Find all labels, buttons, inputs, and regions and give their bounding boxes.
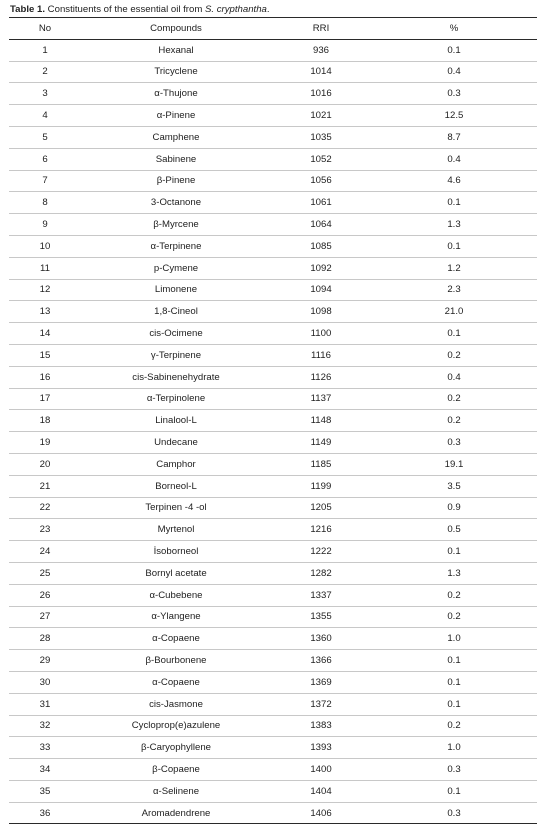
table-row [9,39,537,61]
table-row [9,388,537,410]
cell-rri: 1205 [271,497,371,519]
cell-rri: 1216 [271,519,371,541]
cell-rri: 1094 [271,279,371,301]
cell-percent: 4.6 [371,170,537,192]
cell-no: 2 [9,61,81,83]
table-caption [10,4,270,16]
table-row [9,170,537,192]
cell-no: 18 [9,410,81,432]
cell-rri: 1337 [271,584,371,606]
cell-no: 28 [9,628,81,650]
cell-no: 6 [9,148,81,170]
cell-no: 30 [9,671,81,693]
cell-rri: 1149 [271,432,371,454]
cell-no: 33 [9,737,81,759]
table-row [9,301,537,323]
cell-rri: 1355 [271,606,371,628]
table-row [9,584,537,606]
header-row [9,18,537,40]
cell-percent: 12.5 [371,105,537,127]
cell-percent: 0.5 [371,519,537,541]
cell-compound: α-Copaene [81,628,271,650]
cell-compound: α-Thujone [81,83,271,105]
cell-percent: 0.1 [371,235,537,257]
cell-percent: 0.1 [371,541,537,563]
cell-no: 36 [9,802,81,824]
cell-compound: Myrtenol [81,519,271,541]
table-row [9,279,537,301]
cell-compound: Bornyl acetate [81,562,271,584]
cell-rri: 1085 [271,235,371,257]
cell-rri: 1126 [271,366,371,388]
cell-rri: 1366 [271,650,371,672]
cell-percent: 0.1 [371,192,537,214]
cell-no: 20 [9,453,81,475]
cell-rri: 1406 [271,802,371,824]
cell-no: 26 [9,584,81,606]
cell-rri: 1014 [271,61,371,83]
table-row [9,715,537,737]
cell-no: 27 [9,606,81,628]
cell-compound: 1,8-Cineol [81,301,271,323]
table-row [9,562,537,584]
cell-percent: 0.3 [371,432,537,454]
cell-percent: 3.5 [371,475,537,497]
cell-no: 16 [9,366,81,388]
cell-no: 7 [9,170,81,192]
cell-no: 1 [9,39,81,61]
header-percent: % [371,18,537,40]
table-row [9,126,537,148]
cell-percent: 0.2 [371,584,537,606]
cell-percent: 0.1 [371,780,537,802]
cell-no: 35 [9,780,81,802]
cell-compound: Limonene [81,279,271,301]
cell-no: 31 [9,693,81,715]
cell-no: 11 [9,257,81,279]
cell-percent: 19.1 [371,453,537,475]
cell-rri: 1056 [271,170,371,192]
table-row [9,148,537,170]
table-row [9,105,537,127]
cell-compound: β-Myrcene [81,214,271,236]
table-body [9,39,537,824]
cell-rri: 1064 [271,214,371,236]
cell-compound: Borneol-L [81,475,271,497]
cell-rri: 1035 [271,126,371,148]
cell-compound: β-Pinene [81,170,271,192]
cell-no: 23 [9,519,81,541]
table-row [9,780,537,802]
cell-no: 19 [9,432,81,454]
cell-rri: 936 [271,39,371,61]
cell-compound: β-Bourbonene [81,650,271,672]
table-row [9,475,537,497]
cell-no: 15 [9,344,81,366]
cell-percent: 0.2 [371,715,537,737]
table-row [9,671,537,693]
cell-compound: cis-Sabinenehydrate [81,366,271,388]
cell-percent: 0.1 [371,323,537,345]
cell-compound: Cycloprop(e)azulene [81,715,271,737]
cell-rri: 1052 [271,148,371,170]
cell-no: 10 [9,235,81,257]
cell-compound: İsoborneol [81,541,271,563]
cell-rri: 1369 [271,671,371,693]
cell-percent: 0.4 [371,148,537,170]
table-row [9,497,537,519]
cell-rri: 1148 [271,410,371,432]
table-row [9,650,537,672]
table-row [9,453,537,475]
cell-rri: 1185 [271,453,371,475]
caption-text: Constituents of the essential oil from [45,4,205,15]
cell-compound: α-Ylangene [81,606,271,628]
cell-no: 34 [9,759,81,781]
cell-rri: 1016 [271,83,371,105]
cell-percent: 21.0 [371,301,537,323]
cell-rri: 1372 [271,693,371,715]
cell-percent: 1.3 [371,562,537,584]
cell-percent: 8.7 [371,126,537,148]
cell-no: 4 [9,105,81,127]
cell-rri: 1393 [271,737,371,759]
cell-rri: 1400 [271,759,371,781]
cell-compound: Tricyclene [81,61,271,83]
cell-compound: Linalool-L [81,410,271,432]
cell-compound: α-Copaene [81,671,271,693]
cell-compound: α-Terpinene [81,235,271,257]
table-row [9,759,537,781]
table-row [9,214,537,236]
cell-no: 5 [9,126,81,148]
cell-percent: 0.4 [371,61,537,83]
caption-label: Table 1. [10,4,46,15]
cell-percent: 0.1 [371,39,537,61]
table-row [9,737,537,759]
table-row [9,432,537,454]
cell-no: 32 [9,715,81,737]
cell-compound: 3-Octanone [81,192,271,214]
cell-percent: 0.1 [371,693,537,715]
cell-percent: 1.0 [371,628,537,650]
cell-compound: Hexanal [81,39,271,61]
constituents-table [9,17,537,824]
cell-compound: Sabinene [81,148,271,170]
cell-no: 24 [9,541,81,563]
table-row [9,802,537,824]
cell-no: 22 [9,497,81,519]
cell-compound: γ-Terpinene [81,344,271,366]
table-row [9,235,537,257]
cell-compound: α-Cubebene [81,584,271,606]
cell-compound: α-Terpinolene [81,388,271,410]
cell-no: 21 [9,475,81,497]
cell-rri: 1360 [271,628,371,650]
cell-no: 25 [9,562,81,584]
cell-percent: 0.2 [371,606,537,628]
cell-rri: 1404 [271,780,371,802]
cell-rri: 1282 [271,562,371,584]
cell-percent: 0.9 [371,497,537,519]
cell-rri: 1021 [271,105,371,127]
caption-end: . [266,4,270,15]
caption-species: S. crypthantha [205,4,267,15]
cell-rri: 1100 [271,323,371,345]
cell-compound: α-Selinene [81,780,271,802]
cell-percent: 0.4 [371,366,537,388]
cell-compound: α-Pinene [81,105,271,127]
table-row [9,257,537,279]
cell-percent: 0.3 [371,802,537,824]
cell-percent: 0.2 [371,410,537,432]
table-row [9,344,537,366]
table-row [9,61,537,83]
cell-compound: Camphor [81,453,271,475]
table-row [9,366,537,388]
cell-no: 12 [9,279,81,301]
cell-rri: 1061 [271,192,371,214]
cell-percent: 0.1 [371,671,537,693]
cell-percent: 0.3 [371,759,537,781]
table-row [9,323,537,345]
cell-rri: 1383 [271,715,371,737]
header-rri: RRI [271,18,371,40]
cell-percent: 0.2 [371,344,537,366]
cell-compound: cis-Ocimene [81,323,271,345]
table-row [9,541,537,563]
cell-compound: Terpinen -4 -ol [81,497,271,519]
cell-no: 8 [9,192,81,214]
cell-rri: 1092 [271,257,371,279]
cell-rri: 1116 [271,344,371,366]
cell-no: 3 [9,83,81,105]
table-row [9,410,537,432]
cell-no: 9 [9,214,81,236]
cell-no: 14 [9,323,81,345]
header-compounds: Compounds [81,18,271,40]
cell-compound: β-Caryophyllene [81,737,271,759]
table-row [9,693,537,715]
table-header [9,18,537,40]
cell-rri: 1222 [271,541,371,563]
table-row [9,83,537,105]
cell-rri: 1199 [271,475,371,497]
cell-rri: 1098 [271,301,371,323]
cell-no: 29 [9,650,81,672]
cell-percent: 0.2 [371,388,537,410]
table-row [9,192,537,214]
table-row [9,606,537,628]
cell-no: 13 [9,301,81,323]
cell-compound: Aromadendrene [81,802,271,824]
table-row [9,628,537,650]
cell-compound: β-Copaene [81,759,271,781]
cell-percent: 0.3 [371,83,537,105]
cell-percent: 1.3 [371,214,537,236]
cell-percent: 1.0 [371,737,537,759]
cell-compound: Camphene [81,126,271,148]
cell-compound: Undecane [81,432,271,454]
cell-percent: 1.2 [371,257,537,279]
cell-no: 17 [9,388,81,410]
cell-compound: p-Cymene [81,257,271,279]
header-no: No [9,18,81,40]
table-row [9,519,537,541]
cell-rri: 1137 [271,388,371,410]
cell-percent: 0.1 [371,650,537,672]
cell-compound: cis-Jasmone [81,693,271,715]
cell-percent: 2.3 [371,279,537,301]
